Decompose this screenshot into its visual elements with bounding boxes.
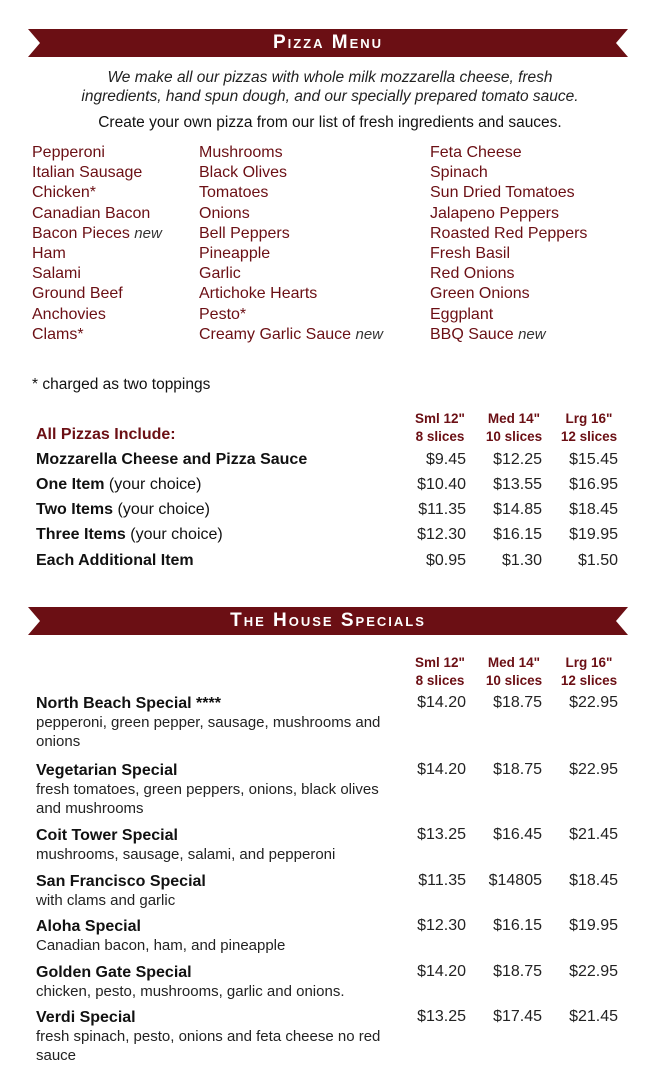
size-label: Lrg 16" — [565, 655, 613, 670]
ingredient-item — [199, 183, 383, 203]
ingredient-item — [199, 325, 383, 345]
special-name: San Francisco Special — [36, 873, 206, 890]
ingredient-item — [199, 163, 383, 183]
ingredient-item — [32, 163, 162, 183]
ingredient-name: Bacon Pieces — [32, 224, 130, 242]
price-value: $13.55 — [493, 476, 542, 493]
ingredient-name: Ground Beef — [32, 285, 123, 303]
ingredient-item — [32, 305, 162, 325]
ingredient-item — [32, 204, 162, 224]
size-header-large — [549, 654, 629, 690]
special-description: Canadian bacon, ham, and pineapple — [36, 937, 286, 954]
price-value: $14.20 — [417, 963, 466, 980]
special-name: Golden Gate Special — [36, 964, 192, 981]
special-name: Verdi Special — [36, 1009, 136, 1026]
ingredient-name: Spinach — [430, 164, 488, 182]
ingredient-item — [199, 244, 383, 264]
row-name: Three Items — [36, 526, 126, 543]
intro-text — [40, 68, 620, 106]
ingredient-item — [430, 163, 587, 183]
row-name: Mozzarella Cheese and Pizza Sauce — [36, 451, 308, 468]
special-description: mushrooms, sausage, salami, and pepperoni — [36, 846, 336, 863]
ingredient-item — [32, 244, 162, 264]
special-name: Aloha Special — [36, 918, 141, 935]
create-your-own-text: Create your own pizza from our list of fresh ingredients and sauces. — [98, 114, 562, 131]
special-item — [36, 872, 620, 910]
ingredients-column-1 — [32, 143, 162, 345]
ingredient-name: Artichoke Hearts — [199, 285, 318, 303]
price-value: $22.95 — [569, 694, 618, 711]
price-value: $1.30 — [501, 552, 542, 569]
ingredient-name: Green Onions — [430, 285, 530, 303]
price-value: $14.20 — [417, 761, 466, 778]
price-value: $14.20 — [417, 694, 466, 711]
price-value: $21.45 — [569, 826, 618, 843]
size-label: Med 14" — [487, 411, 541, 426]
row-name: Each Additional Item — [36, 552, 194, 569]
ingredient-name: Fresh Basil — [430, 245, 511, 263]
ingredient-name: Garlic — [199, 265, 241, 283]
ingredient-name: Mushrooms — [199, 144, 283, 161]
price-value: $16.95 — [569, 476, 618, 493]
ingredient-name: Clams* — [32, 325, 84, 343]
price-value: $18.75 — [493, 963, 542, 980]
ingredient-name: Pineapple — [199, 245, 271, 263]
price-value: $18.45 — [569, 872, 618, 889]
ingredients-column-2 — [199, 143, 383, 345]
ingredient-name: Red Onions — [430, 265, 515, 283]
new-tag: new — [355, 325, 384, 343]
ingredient-item — [199, 224, 383, 244]
ingredient-name: Onions — [199, 204, 250, 222]
ingredient-name: Creamy Garlic Sauce — [199, 325, 352, 343]
slices-label: 10 slices — [485, 429, 543, 444]
ingredient-item — [199, 204, 383, 224]
price-value: $13.25 — [417, 1008, 466, 1025]
price-value: $9.45 — [425, 451, 466, 468]
ingredients-column-3 — [430, 143, 587, 345]
ingredient-name: Pepperoni — [32, 144, 105, 161]
size-label: Sml 12" — [415, 411, 465, 426]
slices-label: 12 slices — [560, 429, 618, 444]
ingredient-item — [32, 284, 162, 304]
special-item — [36, 694, 620, 751]
new-tag: new — [518, 325, 546, 343]
price-value: $19.95 — [569, 526, 618, 543]
price-value: $17.45 — [493, 1008, 542, 1025]
price-value: $18.75 — [493, 694, 542, 711]
price-value: $16.45 — [493, 826, 542, 843]
special-name: Vegetarian Special — [36, 762, 178, 779]
price-value: $22.95 — [569, 963, 618, 980]
ingredient-name: Chicken* — [32, 184, 97, 202]
house-specials-banner — [28, 607, 628, 635]
ingredient-item — [199, 143, 383, 163]
price-row — [36, 451, 620, 475]
price-value: $12.25 — [493, 451, 542, 468]
ingredient-name: Feta Cheese — [430, 144, 522, 161]
ingredient-name: Tomatoes — [199, 184, 269, 202]
ingredient-name: Canadian Bacon — [32, 204, 151, 222]
ingredient-name: Bell Peppers — [199, 224, 290, 242]
special-item — [36, 1008, 620, 1065]
row-label — [36, 552, 194, 570]
size-header-small — [402, 410, 478, 446]
price-row — [36, 526, 620, 550]
ingredient-item — [430, 264, 587, 284]
ingredient-item — [32, 325, 162, 345]
special-description: pepperoni, green pepper, sausage, mushrooms and onions — [36, 714, 381, 750]
all-pizzas-include-label: All Pizzas Include: — [36, 426, 176, 443]
slices-label: 8 slices — [415, 429, 465, 444]
row-label — [36, 476, 201, 494]
row-label — [36, 526, 223, 544]
ingredient-item — [430, 224, 587, 244]
ingredient-name: BBQ Sauce — [430, 325, 514, 343]
pizza-menu-banner — [28, 29, 628, 57]
row-choice-note: (your choice) — [113, 501, 210, 518]
size-label: Med 14" — [487, 655, 541, 670]
special-item — [36, 963, 620, 1001]
size-header-medium — [476, 410, 552, 446]
special-description: fresh tomatoes, green peppers, onions, black olives and mushrooms — [36, 781, 379, 817]
ingredient-item — [430, 244, 587, 264]
special-description: with clams and garlic — [36, 892, 176, 909]
row-label — [36, 451, 307, 469]
price-row — [36, 476, 620, 500]
ingredient-name: Jalapeno Peppers — [430, 204, 559, 222]
slices-label: 8 slices — [415, 673, 465, 688]
price-value: $15.45 — [569, 451, 618, 468]
price-value: $11.35 — [418, 872, 466, 889]
price-value: $11.35 — [418, 501, 466, 518]
ingredient-item — [430, 143, 587, 163]
row-label — [36, 501, 210, 519]
ingredient-name: Pesto* — [199, 305, 247, 323]
ingredient-item — [430, 305, 587, 325]
price-value: $16.15 — [493, 917, 542, 934]
row-name: One Item — [36, 476, 105, 493]
banner-title: Pizza Menu — [272, 32, 384, 53]
size-header-small — [402, 654, 478, 690]
row-choice-note: (your choice) — [125, 526, 223, 543]
special-item — [36, 917, 620, 955]
size-header-medium — [476, 654, 552, 690]
ingredient-name: Roasted Red Peppers — [430, 224, 588, 242]
ingredient-name: Anchovies — [32, 305, 106, 323]
size-label: Lrg 16" — [565, 411, 613, 426]
special-item — [36, 761, 620, 818]
price-value: $13.25 — [417, 826, 466, 843]
price-value: $18.45 — [569, 501, 618, 518]
special-description: fresh spinach, pesto, onions and feta cheese no red sauce — [36, 1028, 381, 1064]
charged-note: * charged as two toppings — [32, 376, 211, 393]
ingredient-name: Eggplant — [430, 305, 494, 323]
ingredient-item — [199, 284, 383, 304]
price-row — [36, 552, 620, 576]
intro-line-2: ingredients, hand spun dough, and our specially prepared tomato sauce. — [81, 88, 579, 105]
ingredient-item — [32, 264, 162, 284]
size-label: Sml 12" — [415, 655, 465, 670]
price-value: $1.50 — [577, 552, 618, 569]
slices-label: 10 slices — [485, 673, 543, 688]
price-value: $18.75 — [493, 761, 542, 778]
special-name: North Beach Special **** — [36, 695, 221, 712]
price-value: $12.30 — [417, 917, 466, 934]
price-value: $12.30 — [417, 526, 466, 543]
intro-line-1: We make all our pizzas with whole milk mozzarella cheese, fresh — [107, 69, 553, 86]
price-value: $14.85 — [493, 501, 542, 518]
ingredient-item — [199, 264, 383, 284]
price-value: $10.40 — [417, 476, 466, 493]
price-value: $21.45 — [569, 1008, 618, 1025]
ingredient-item — [430, 204, 587, 224]
price-value: $22.95 — [569, 761, 618, 778]
ingredient-item — [430, 284, 587, 304]
ingredient-item — [199, 305, 383, 325]
slices-label: 12 slices — [560, 673, 618, 688]
price-value: $14805 — [488, 872, 542, 889]
ingredient-name: Salami — [32, 265, 81, 283]
ingredient-name: Sun Dried Tomatoes — [430, 184, 575, 202]
ingredient-item — [32, 183, 162, 203]
price-value: $0.95 — [425, 552, 466, 569]
special-item — [36, 826, 620, 864]
price-row — [36, 501, 620, 525]
row-name: Two Items — [36, 501, 114, 518]
size-header-large — [549, 410, 629, 446]
ingredient-name: Italian Sausage — [32, 164, 143, 182]
special-name: Coit Tower Special — [36, 827, 178, 844]
ingredient-name: Black Olives — [199, 164, 288, 182]
banner-title: The House Specials — [230, 610, 426, 631]
price-value: $19.95 — [569, 917, 618, 934]
ingredient-item — [32, 143, 162, 163]
ingredient-item — [430, 183, 587, 203]
ingredient-name: Ham — [32, 245, 66, 263]
price-value: $16.15 — [493, 526, 542, 543]
new-tag: new — [134, 224, 162, 242]
special-description: chicken, pesto, mushrooms, garlic and onions. — [36, 983, 345, 1000]
row-choice-note: (your choice) — [104, 476, 202, 493]
ingredient-item — [32, 224, 162, 244]
ingredient-item — [430, 325, 587, 345]
